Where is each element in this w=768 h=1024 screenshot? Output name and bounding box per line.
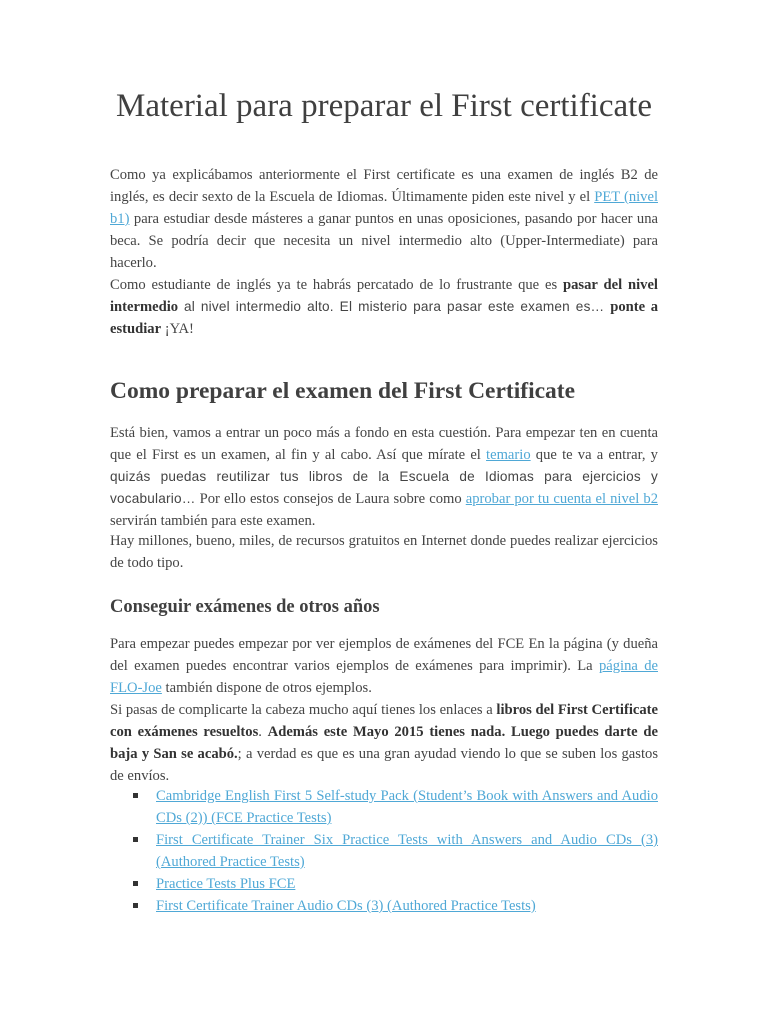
s1-text-d: Por ello estos consejos de Laura sobre como (195, 491, 466, 507)
aprobar-b2-link[interactable]: aprobar por tu cuenta el nivel b2 (465, 491, 658, 507)
page-title: Material para preparar el First certificate (116, 88, 652, 124)
list-item (110, 829, 658, 873)
intro2-text-b: al nivel intermedio alto. El misterio para pasar este examen es… (178, 299, 611, 314)
book-link-1[interactable]: Cambridge English First 5 Self-study Pack (Student’s Book with Answers and Audio CDs (2)) (FCE Practice Tests) (156, 788, 658, 826)
s2p2-text-a: Si pasas de complicarte la cabeza mucho aquí tienes los enlaces a (110, 702, 497, 718)
intro2-bold-2: ponte a estudiar (110, 299, 658, 337)
intro-paragraph-1 (110, 164, 658, 274)
section1-paragraph-1 (110, 422, 658, 532)
intro2-text-a: Como estudiante de inglés ya te habrás percatado de lo frustrante que es (110, 277, 564, 293)
list-item (110, 785, 658, 829)
s1-text-e: servirán también para este examen. (110, 513, 316, 529)
intro2-text-c: ¡YA! (161, 321, 194, 337)
bullet-icon (133, 881, 138, 886)
bullet-icon (133, 903, 138, 908)
pet-link[interactable]: PET (nivel b1) (110, 189, 658, 227)
section2-paragraph-2 (110, 699, 658, 787)
flo-joe-link[interactable]: página de FLO-Joe (110, 658, 658, 696)
s1-text-a: Está bien, vamos a entrar un poco más a fondo en esta cuestión. Para empezar ten en cuenta que el First es un examen, al fin y al cabo. Así que mírate el (110, 425, 658, 463)
intro-text-b: para estudiar desde másteres a ganar puntos en unas oposiciones, pasando por hacer una beca. Se podría decir que necesita un nivel intermedio alto (Upper-Intermediate) para hacerlo. (110, 211, 658, 271)
temario-link[interactable]: temario (486, 447, 531, 463)
intro-text-a: Como ya explicábamos anteriormente el First certificate es una examen de inglés B2 de inglés, es decir sexto de la Escuela de Idiomas. Últimamente piden este nivel y el (110, 167, 658, 205)
s2p2-text-b: . (258, 724, 268, 740)
s2p2-bold-2: Además este Mayo 2015 tienes nada. Luego puedes darte de baja y San se acabó. (110, 724, 658, 762)
section2-paragraph-1 (110, 633, 658, 699)
intro2-bold-1: pasar del nivel intermedio (110, 277, 658, 315)
s2p2-text-c: ; a verdad es que es una gran ayudad viendo lo que se suben los gastos de envíos. (110, 746, 658, 784)
bullet-icon (133, 837, 138, 842)
list-item (110, 873, 658, 895)
section-heading-exams: Conseguir exámenes de otros años (110, 597, 380, 617)
book-link-3[interactable]: Practice Tests Plus FCE (156, 876, 296, 892)
list-item (110, 895, 658, 917)
bullet-icon (133, 793, 138, 798)
section-heading-prepare: Como preparar el examen del First Certificate (110, 378, 576, 404)
book-link-4[interactable]: First Certificate Trainer Audio CDs (3) (Authored Practice Tests) (156, 898, 536, 914)
s2p2-bold-1: libros del First Certificate con exámenes resueltos (110, 702, 658, 740)
s1-text-b: que te va a entrar, y (530, 447, 658, 463)
s2-text-a: Para empezar puedes empezar por ver ejemplos de exámenes del FCE En la página (y dueña del examen puedes encontrar varios ejemplos de exámenes para imprimir). La (110, 636, 658, 674)
book-link-2[interactable]: First Certificate Trainer Six Practice Tests with Answers and Audio CDs (3) (Authored Practice Tests) (156, 832, 658, 870)
s2-text-b: también dispone de otros ejemplos. (161, 680, 372, 696)
book-links-list (110, 785, 658, 917)
s1-text-c: quizás puedas reutilizar tus libros de la Escuela de Idiomas para ejercicios y vocabulario… (110, 469, 658, 506)
section1-paragraph-2: Hay millones, bueno, miles, de recursos gratuitos en Internet donde puedes realizar ejercicios de todo tipo. (110, 533, 658, 571)
intro-paragraph-2 (110, 274, 658, 340)
